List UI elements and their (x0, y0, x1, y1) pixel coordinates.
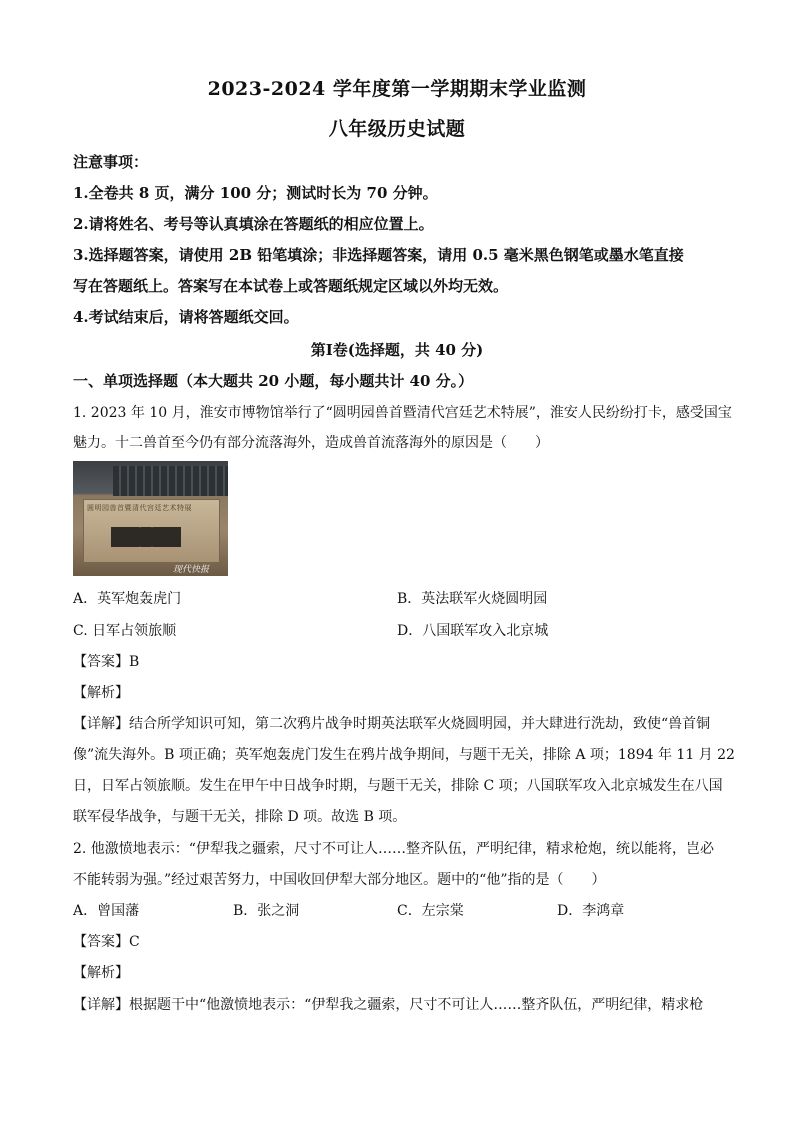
museum-building (113, 466, 228, 496)
q1-stem: 1. 2023 年 10 月，淮安市博物馆举行了“圆明园兽首暨清代宫廷艺术特展”，淮安人民纷纷打卡，感受国宝 (73, 405, 732, 421)
q1-option-c: C. 日军占领旅顺 (73, 623, 177, 639)
photo-watermark: 现代快报 (173, 565, 210, 575)
exhibition-photo (73, 461, 228, 576)
q1-option-d: D．八国联军攻入北京城 (397, 623, 549, 639)
notice-item: 1.全卷共 8 页，满分 100 分；测试时长为 70 分钟。 (73, 184, 438, 202)
q1-option-b: B．英法联军火烧圆明园 (397, 591, 548, 607)
q1-detail: 像”流失海外。B 项正确；英军炮轰虎门发生在鸦片战争期间，与题干无关，排除 A 项；1894 年 11 月 22 (73, 747, 735, 763)
q2-option-c: C．左宗棠 (397, 903, 464, 919)
part-heading: 一、单项选择题（本大题共 20 小题，每小题共计 40 分。） (73, 372, 474, 390)
notice-item: 4.考试结束后，请将答题纸交回。 (73, 308, 299, 326)
q1-answer: 【答案】B (73, 654, 140, 670)
banner-text: 圆明园兽首暨清代宫廷艺术特展 (87, 504, 192, 512)
q2-stem: 2. 他激愤地表示：“伊犁我之疆索，尺寸不可让人……整齐队伍，严明纪律，精求枪炮，统以能将，岂必 (73, 841, 714, 857)
q2-option-a: A．曾国藩 (73, 903, 140, 919)
notice-heading: 注意事项： (73, 153, 149, 171)
volume-heading: 第Ⅰ卷(选择题，共 40 分) (310, 341, 484, 359)
q1-stem: 魅力。十二兽首至今仍有部分流落海外，造成兽首流落海外的原因是（ ） (73, 435, 549, 451)
q2-stem: 不能转弱为强。”经过艰苦努力，中国收回伊犁大部分地区。题中的“他”指的是（ ） (73, 872, 606, 888)
q2-analysis-tag: 【解析】 (73, 965, 129, 981)
q1-analysis-tag: 【解析】 (73, 685, 129, 701)
q2-option-b: B．张之洞 (233, 903, 300, 919)
q2-option-d: D．李鸿章 (557, 903, 625, 919)
q2-answer: 【答案】C (73, 934, 140, 950)
notice-item: 2.请将姓名、考号等认真填涂在答题纸的相应位置上。 (73, 215, 434, 233)
notice-item: 写在答题纸上。答案写在本试卷上或答题纸规定区域以外均无效。 (73, 277, 509, 295)
page-title: 2023-2024 学年度第一学期期末学业监测 (207, 78, 587, 100)
q1-option-a: A．英军炮轰虎门 (73, 591, 182, 607)
q1-detail: 联军侵华战争，与题干无关，排除 D 项。故选 B 项。 (73, 809, 407, 825)
q2-detail: 【详解】根据题干中“他激愤地表示：“伊犁我之疆索，尺寸不可让人……整齐队伍，严明纪律，精求枪 (73, 997, 704, 1013)
page-subtitle: 八年级历史试题 (328, 118, 466, 140)
notice-item: 3.选择题答案，请使用 2B 铅笔填涂；非选择题答案，请用 0.5 毫米黑色钢笔或墨水笔直接 (73, 246, 684, 264)
q1-detail: 日，日军占领旅顺。发生在甲午中日战争时期，与题干无关，排除 C 项；八国联军攻入北京城发生在八国 (73, 778, 723, 794)
q1-detail: 【详解】结合所学知识可知，第二次鸦片战争时期英法联军火烧圆明园，并大肆进行洗劫，致使“兽首铜 (73, 716, 711, 732)
bronze-heads (111, 527, 181, 547)
